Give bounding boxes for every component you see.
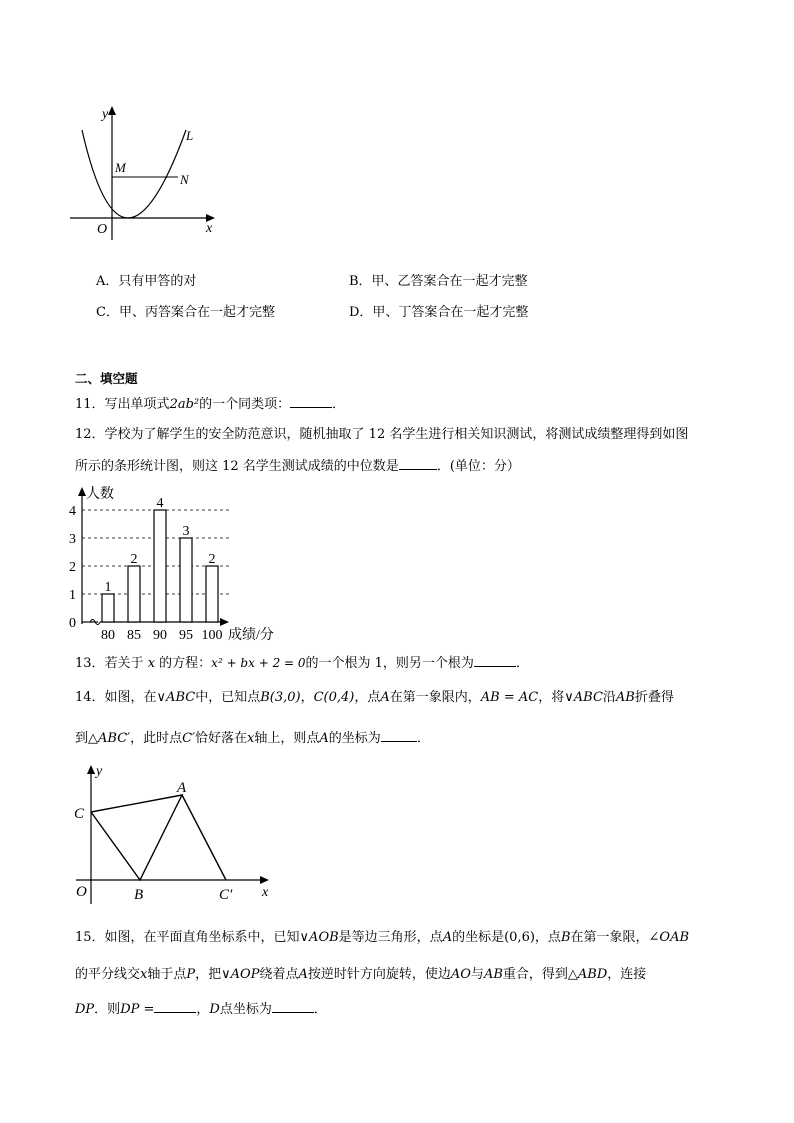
q15-line3a: ．则 <box>94 1002 121 1017</box>
y-axis-arrow <box>108 106 116 115</box>
q14-line2b: ，此时点 <box>130 731 183 746</box>
q15-line3c: 点坐标为 <box>219 1002 272 1017</box>
q15-pt-b: B <box>560 930 571 945</box>
label-x: x <box>206 221 213 236</box>
q13-post: 的一个根为 1，则另一个根为 <box>305 656 474 671</box>
option-c: C．甲、丙答案合在一起才完整 <box>96 305 275 320</box>
label-y: y <box>102 107 109 122</box>
q14-tri2: ∨ABC <box>564 690 603 705</box>
section-title: 二、填空题 <box>75 371 138 386</box>
bar <box>102 594 114 622</box>
bar-data-label: 3 <box>182 524 190 539</box>
q14-point-c: C(0,4) <box>313 690 355 705</box>
q14-eq: AB = AC <box>480 690 539 705</box>
bar <box>206 566 218 622</box>
q15-pt-a: A <box>442 930 453 945</box>
label-m: M <box>115 160 126 175</box>
fig14-label-c: C <box>74 806 85 822</box>
q13-answer-blank[interactable] <box>474 652 516 667</box>
q15-line2d: 绕着点 <box>259 967 299 982</box>
fig14-label-o: O <box>76 884 87 900</box>
q14-tri1: ∨ABC <box>156 690 196 705</box>
bar <box>154 510 166 622</box>
q15-dp-blank[interactable] <box>154 998 196 1013</box>
q15-line2g: 重合，得到 <box>502 967 568 982</box>
option-a: A．只有甲答的对 <box>96 274 197 289</box>
y-tick-label: 0 <box>69 616 76 631</box>
q14-tri3: △ABC′ <box>88 731 131 746</box>
q15-tri3: △ABD <box>567 967 608 982</box>
q15-pt-p: P <box>186 967 196 982</box>
q15-ao: AO <box>450 967 471 982</box>
y-tick-label: 3 <box>69 532 76 547</box>
q15-line2f: 与 <box>470 967 484 982</box>
segment-ac2 <box>182 795 226 880</box>
q14-line1f: 沿 <box>602 690 616 705</box>
question-13 <box>75 652 529 674</box>
fig14-label-y: y <box>96 764 103 779</box>
q15-line2h: ，连接 <box>607 967 647 982</box>
q14-pt-a: A <box>380 690 390 705</box>
q15-ab: AB <box>483 967 503 982</box>
q14-line1e: ，将 <box>538 690 565 705</box>
y-axis-arrow-2 <box>87 765 95 774</box>
question-14-line2 <box>75 727 430 749</box>
bar-data-label: 1 <box>104 580 112 595</box>
y-tick-label: 2 <box>69 560 76 575</box>
q15-line1d: ，点 <box>534 930 561 945</box>
option-b: B．甲、乙答案合在一起才完整 <box>349 274 528 289</box>
q14-line2c: 恰好落在 <box>195 731 248 746</box>
question-12-line2 <box>75 455 520 477</box>
q14-point-b: B(3,0) <box>260 690 301 705</box>
q13-equation: x² + bx + 2 = 0 <box>211 656 306 670</box>
q12-line2a: 所示的条形统计图，则这 12 名学生测试成绩的中位数是 <box>75 459 399 474</box>
fig14-label-a: A <box>177 780 187 796</box>
question-11 <box>75 393 345 415</box>
fig14-label-x: x <box>262 885 269 900</box>
question-14-line1 <box>75 688 674 708</box>
q14-line2d: 轴上，则点 <box>254 731 320 746</box>
q11-num: 11． <box>75 397 105 412</box>
q15-dpeq: DP = <box>120 1002 155 1017</box>
x-tick-label: 100 <box>201 628 223 643</box>
question-12-line1: 12．学校为了解学生的安全防范意识，随机抽取了 12 名学生进行相关知识测试，将测试成绩整理得到如图 <box>75 427 689 442</box>
bar-chart <box>62 482 302 644</box>
fig14-label-b: B <box>134 887 144 903</box>
question-15-line1 <box>75 928 689 948</box>
question-15-line3 <box>75 998 327 1020</box>
q15-d-coord-blank[interactable] <box>272 998 314 1013</box>
q14-line2e: 的坐标为 <box>328 731 381 746</box>
q15-line1b: 是等边三角形，点 <box>338 930 443 945</box>
q15-line2c: ，把 <box>195 967 222 982</box>
x-tick-label: 85 <box>127 628 141 643</box>
x-tick-label: 95 <box>179 628 193 643</box>
y-tick-label: 1 <box>69 588 76 603</box>
q11-pre: 写出单项式 <box>104 397 170 412</box>
question-15-line2 <box>75 965 646 985</box>
q15-line3b: ， <box>196 1002 210 1017</box>
q14-end: ． <box>416 731 430 746</box>
q14-line1d: 在第一象限内， <box>389 690 481 705</box>
x-tick-label: 80 <box>101 628 115 643</box>
bar-data-label: 4 <box>156 496 164 511</box>
fig14-label-c2: C′ <box>219 887 233 903</box>
q15-line1e: 在第一象限， <box>570 930 649 945</box>
q15-pt-a2: A <box>298 967 308 982</box>
bar <box>180 538 192 622</box>
q14-comma: ， <box>300 690 314 705</box>
q15-angle: ∠OAB <box>648 930 690 945</box>
label-n: N <box>180 172 189 187</box>
q14-line1b: 中，已知点 <box>195 690 261 705</box>
option-d: D．甲、丁答案合在一起才完整 <box>349 305 529 320</box>
triangle-figure <box>66 758 286 908</box>
chart-y-arrow <box>78 487 86 496</box>
q14-pt-c2: C′ <box>182 731 196 746</box>
q15-line2e: 按逆时针方向旋转，使边 <box>307 967 451 982</box>
q13-var: x <box>147 656 156 671</box>
q11-answer-blank[interactable] <box>290 393 332 408</box>
q14-line1a: 14．如图，在 <box>75 690 157 705</box>
q14-line2a: 到 <box>75 731 89 746</box>
chart-xlabel: 成绩/分 <box>228 628 274 643</box>
q15-coord-a: (0,6) <box>504 930 535 945</box>
chart-x-arrow <box>220 618 229 626</box>
q15-end: ． <box>313 1002 327 1017</box>
q13-mid: 的方程： <box>155 656 212 671</box>
q15-tri2: ∨AOP <box>221 967 260 982</box>
q15-dp: DP <box>75 1002 95 1017</box>
y-tick-label: 4 <box>69 504 76 519</box>
q15-tri: ∨AOB <box>299 930 339 945</box>
label-l: L <box>186 128 194 143</box>
triangle-abc <box>91 795 182 880</box>
q15-pt-d: D <box>209 1002 220 1017</box>
parabola-curve <box>82 130 186 218</box>
q11-expr: 2ab² <box>169 397 200 412</box>
q15-line2b: 轴于点 <box>147 967 187 982</box>
parabola-figure <box>60 100 230 250</box>
q13-end: ． <box>515 656 529 671</box>
chart-ylabel: 人数 <box>86 487 114 502</box>
q14-seg: AB <box>615 690 635 705</box>
q14-xvar: x <box>247 731 255 746</box>
q12-line2b: ．(单位：分） <box>436 459 520 474</box>
bar-data-label: 2 <box>130 552 138 567</box>
q15-line1c: 的坐标是 <box>452 930 505 945</box>
q11-post: 的一个同类项： <box>199 397 291 412</box>
x-tick-label: 90 <box>153 628 167 643</box>
q14-line1g: 折叠得 <box>634 690 674 705</box>
q12-answer-blank[interactable] <box>399 455 437 470</box>
label-origin: O <box>97 222 108 237</box>
q14-line1c: ，点 <box>354 690 381 705</box>
x-axis-arrow-2 <box>260 876 269 884</box>
q15-line2a: 的平分线交 <box>75 967 141 982</box>
q14-answer-blank[interactable] <box>381 727 417 742</box>
bar <box>128 566 140 622</box>
q15-line1a: 15．如图，在平面直角坐标系中，已知 <box>75 930 300 945</box>
q13-num: 13． <box>75 656 105 671</box>
q15-xvar: x <box>140 967 148 982</box>
bar-data-label: 2 <box>208 552 216 567</box>
q11-end: ． <box>332 397 346 412</box>
q13-pre: 若关于 <box>104 656 148 671</box>
q14-pt-a2: A <box>319 731 329 746</box>
